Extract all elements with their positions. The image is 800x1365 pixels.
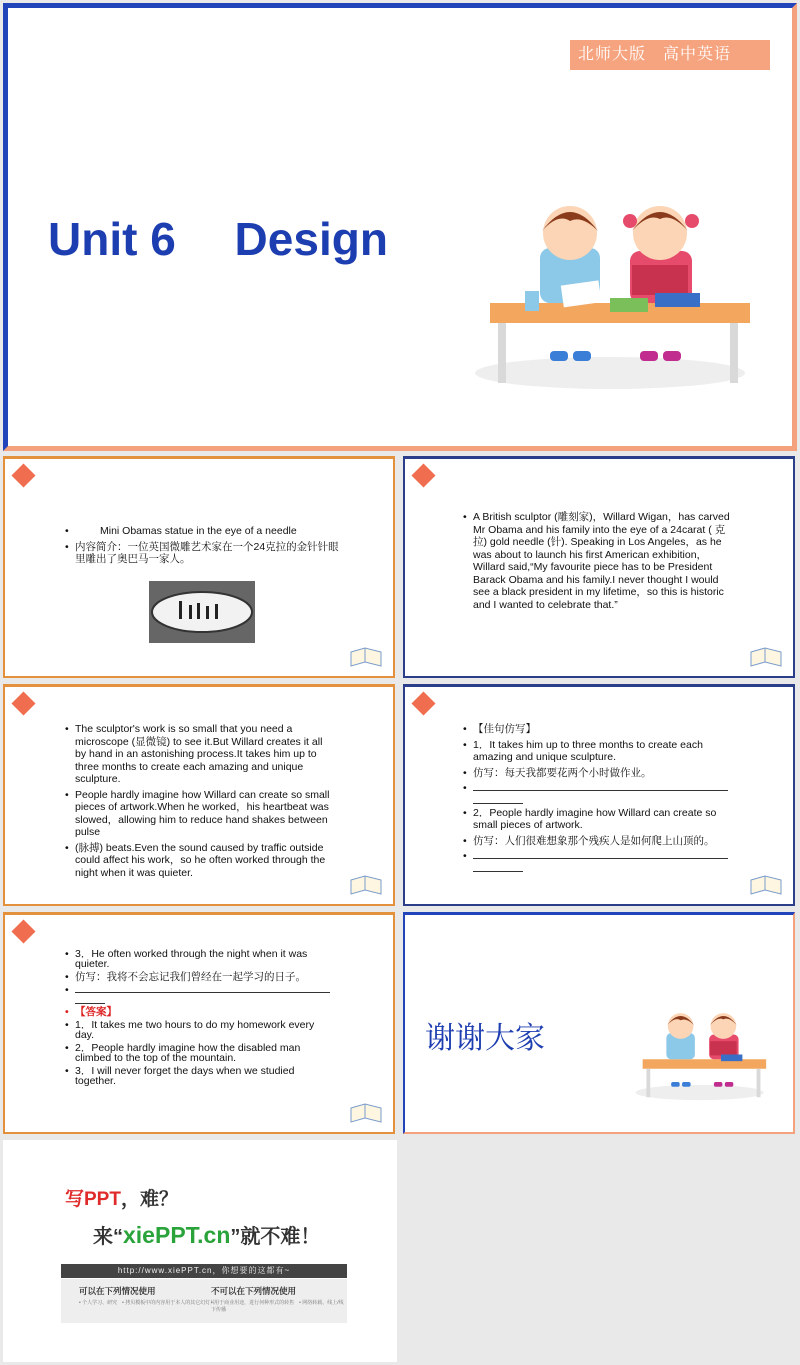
answer-blank (463, 782, 733, 804)
sentence: • 3．He often worked through the night when it was quieter. (65, 949, 335, 969)
sentence: • 1．It takes him up to three months to create each amazing and unique sculpture. (463, 739, 733, 764)
answer: • 3．I will never forget the days when we studied together. (65, 1066, 335, 1086)
slide2-text (65, 525, 345, 569)
open-book-icon (749, 644, 783, 670)
imitation-prompt: • 仿写：人们很难想象那个残疾人是如何爬上山顶的。 (463, 835, 733, 848)
ad-headline: 写PPT，难？ (65, 1189, 178, 1210)
list-item: • 内容简介：一位英国微雕艺术家在一个24克拉的金针针眼里雕出了奥巴马一家人。 (65, 541, 345, 566)
diamond-icon (11, 691, 35, 715)
slide-imitation-2 (3, 912, 395, 1134)
slide5-text (463, 723, 733, 875)
slide-sculptor-intro (403, 456, 795, 678)
edition-tag: 北师大版 高中英语 (570, 40, 770, 70)
slide3-text (463, 511, 738, 614)
open-book-icon (349, 872, 383, 898)
thanks-text: 谢谢大家 (425, 1022, 545, 1055)
sentence: • 2．People hardly imagine how Willard can create so small pieces of artwork. (463, 807, 733, 832)
list-item: • People hardly imagine how Willard can create so small pieces of artwork.When he worked，his heartbeat was slowed，allowing him to reduce hand shakes between pulse (65, 789, 335, 839)
forbidden-usage: 不可以在下列情况使用 • 用于商业用途，进行何种形式的转售 • 网络转载、线上/线下传播 (211, 1286, 344, 1313)
answer: • 2．People hardly imagine how the disabled man climbed to the top of the mountain. (65, 1043, 335, 1063)
slide-imitation-1 (403, 684, 795, 906)
children-reading-illustration (470, 193, 760, 393)
ad-tagline: 来“xiePPT.cn”就不难！ (93, 1222, 321, 1248)
imitation-prompt: • 仿写：每天我都要花两个小时做作业。 (463, 767, 733, 780)
answer-blank (463, 850, 733, 872)
open-book-icon (349, 1100, 383, 1126)
imitation-prompt: • 仿写：我将不会忘记我们曾经在一起学习的日子。 (65, 972, 335, 982)
diamond-icon (11, 919, 35, 943)
diamond-icon (11, 463, 35, 487)
answer-label: • 【答案】 (65, 1007, 335, 1017)
cover-top-bar-orange (403, 3, 797, 8)
open-book-icon (349, 644, 383, 670)
list-item: • (脉搏) beats.Even the sound caused by traffic outside could affect his work，so he often worked through the night when it was quieter. (65, 842, 335, 880)
slide-thanks (403, 912, 795, 1134)
slide6-text (65, 949, 335, 1089)
unit-title: Unit 6 Design (48, 213, 388, 265)
needle-sculpture-photo (149, 581, 255, 643)
allowed-usage: 可以在下列情况使用 • 个人学习、研究 • 拷贝模板中的内容用于本人的其它幻灯片 (79, 1286, 216, 1306)
slide-mini-obamas (3, 456, 395, 678)
list-item: • The sculptor's work is so small that you need a microscope (显微镜) to see it.But Willard creates it all by hand in an astonishing process.It takes him up to three months to create each amazing and unique sculpture. (65, 723, 335, 786)
cover-top-bar-blue (3, 3, 403, 8)
ad-usage-box (61, 1279, 347, 1323)
xieppt-ad-slide (3, 1140, 397, 1362)
children-reading-illustration (633, 1007, 771, 1102)
paragraph: • A British sculptor (雕刻家)，Willard Wigan，has carved Mr Obama and his family into the eye of a 24carat ( 克拉) gold needle (针). Speaking in Los Angeles，as he was about to launch his first American exhibition，Willard said,“My favourite piece has to be President Barack Obama and his family.I never thought I would see a black president in my lifetime，so this is historic and I wanted to celebrate that.” (463, 511, 738, 611)
section-header: • 【佳句仿写】 (463, 723, 733, 736)
list-item: • Mini Obamas statue in the eye of a needle (65, 525, 345, 538)
slide4-text (65, 723, 335, 882)
answer-blank (65, 985, 335, 1004)
diamond-icon (411, 463, 435, 487)
ad-url-bar[interactable]: http://www.xiePPT.cn，你想要的这都有~ (61, 1264, 347, 1278)
open-book-icon (749, 872, 783, 898)
diamond-icon (411, 691, 435, 715)
slide-sculptor-work (3, 684, 395, 906)
cover-slide (3, 3, 797, 451)
answer: • 1．It takes me two hours to do my homework every day. (65, 1020, 335, 1040)
